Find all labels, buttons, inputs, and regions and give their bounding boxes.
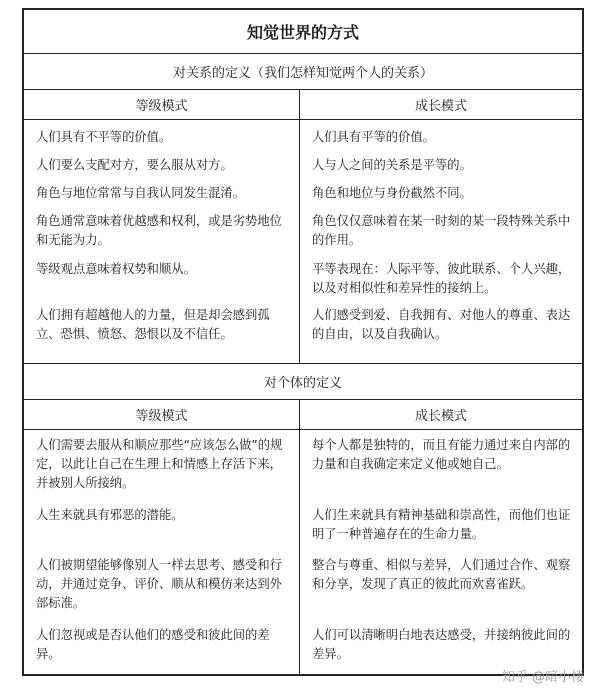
list-item: 人与人之间的关系是平等的。: [312, 158, 472, 172]
list-item: 人们感受到爱、自我拥有、对他人的尊重、表达的自由，以及自我确认。: [312, 308, 571, 341]
list-item: 人们拥有超越他人的力量，但是却会感到孤立、恐惧、愤怒、怨恨以及不信任。: [36, 308, 270, 341]
individual-column-headers: [24, 400, 582, 430]
table-title: 知觉世界的方式: [24, 10, 582, 54]
list-item: 人们生来就具有精神基础和崇高性，而他们也证明了一种普遍存在的生命力量。: [312, 508, 571, 541]
list-item: 人生来就具有邪恶的潜能。: [36, 508, 184, 522]
list-item: 角色和地位与身份截然不同。: [312, 186, 472, 200]
comparison-table: [22, 8, 584, 676]
list-item: 等级观点意味着权势和顺从。: [36, 262, 196, 276]
list-item: 人们具有平等的价值。: [312, 130, 435, 144]
individual-left-header: 等级模式: [24, 400, 300, 429]
list-item: 人们被期望能够像别人一样去思考、感受和行动，并通过竞争、评价、顺从和模仿来达到外部标准。: [36, 558, 282, 610]
list-item: 人们忽视或是否认他们的感受和彼此间的差异。: [36, 628, 270, 661]
list-item: 人们可以清晰明白地表达感受，并接纳彼此间的差异。: [312, 628, 571, 661]
list-item: 角色与地位常常与自我认同发生混淆。: [36, 186, 246, 200]
relations-left-header: 等级模式: [24, 90, 300, 119]
list-item: 角色通常意味着优越感和权利，或是劣势地位和无能为力。: [36, 214, 282, 247]
individual-growth-column: [300, 430, 582, 674]
relations-growth-column: [300, 120, 582, 363]
watermark: 知乎 @暗小楼: [501, 670, 584, 685]
relations-right-header: 成长模式: [414, 99, 467, 114]
list-item: 人们要么支配对方，要么服从对方。: [36, 158, 233, 172]
individual-section-heading: 对个体的定义: [24, 364, 582, 400]
list-item: 人们具有不平等的价值。: [36, 130, 172, 144]
list-item: 角色仅仅意味着在某一时刻的某一段特殊关系中的作用。: [312, 214, 571, 247]
individual-body: [24, 430, 582, 674]
list-item: 平等表现在：人际平等、彼此联系、个人兴趣，以及对相似性和差异性的接纳上。: [312, 262, 571, 295]
relations-hierarchy-column: [24, 120, 300, 363]
relations-section-heading: 对关系的定义（我们怎样知觉两个人的关系）: [24, 54, 582, 90]
list-item: 每个人都是独特的，而且有能力通过来自内部的力量和自我确定来定义他或她自己。: [312, 438, 571, 471]
individual-hierarchy-column: [24, 430, 300, 674]
relations-body: [24, 120, 582, 364]
relations-column-headers: [24, 90, 582, 120]
list-item: 人们需要去服从和顺应那些“应该怎么做”的规定，以此让自己在生理上和情感上存活下来，并被别人所接纳。: [36, 438, 283, 490]
list-item: 整合与尊重、相似与差异，人们通过合作、观察和分享，发现了真正的彼此而欢喜雀跃。: [312, 558, 571, 591]
individual-right-header: 成长模式: [414, 409, 467, 424]
